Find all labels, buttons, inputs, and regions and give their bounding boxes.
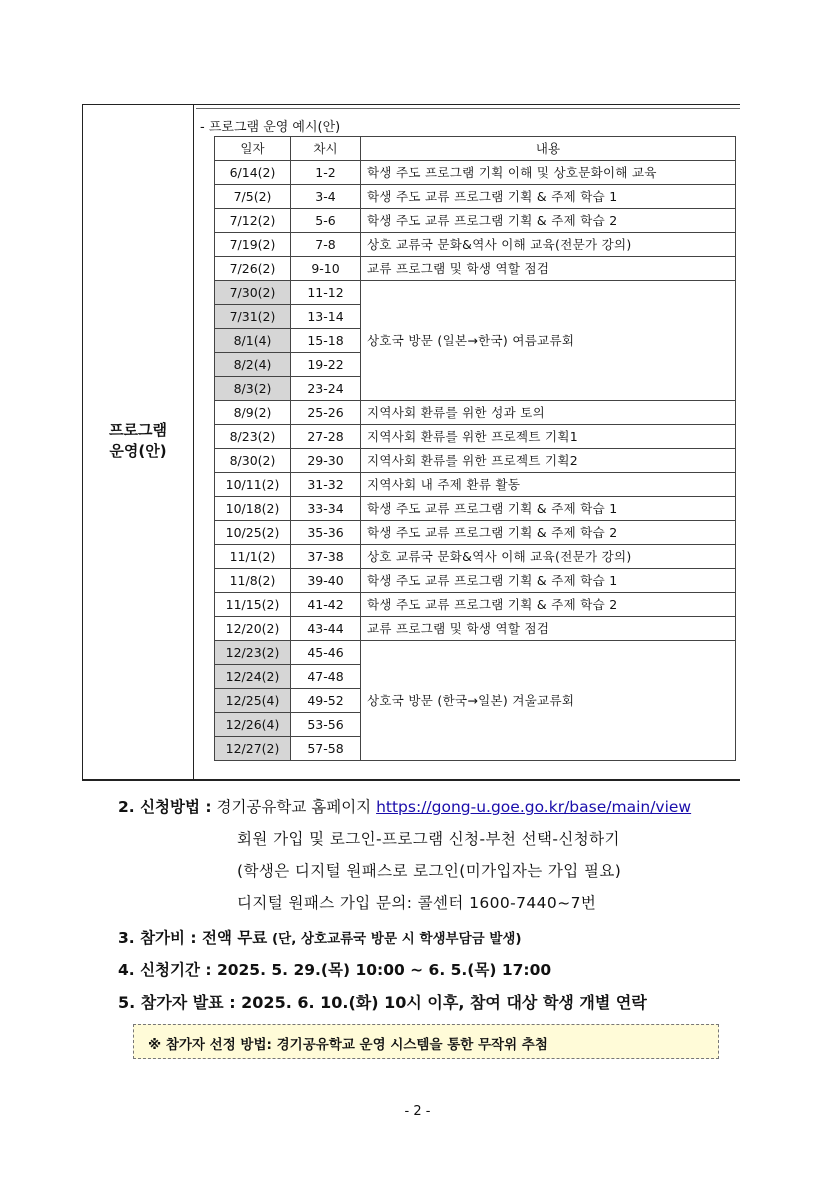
row-date: 11/1(2)	[215, 545, 291, 569]
row-session: 3-4	[291, 185, 361, 209]
row-session: 33-34	[291, 497, 361, 521]
row-date: 12/25(4)	[215, 689, 291, 713]
fee-label: 3. 참가비 : 전액 무료	[118, 929, 268, 947]
row-session: 5-6	[291, 209, 361, 233]
table-header-row	[215, 137, 736, 161]
row-date: 12/23(2)	[215, 641, 291, 665]
row-date: 11/15(2)	[215, 593, 291, 617]
bottom-border	[82, 779, 740, 781]
header-content: 내용	[361, 137, 736, 161]
row-content: 학생 주도 교류 프로그램 기획 & 주제 학습 1	[361, 497, 736, 521]
table-row	[215, 233, 736, 257]
row-session: 27-28	[291, 425, 361, 449]
header-session: 차시	[291, 137, 361, 161]
row-session: 47-48	[291, 665, 361, 689]
row-content: 학생 주도 교류 프로그램 기획 & 주제 학습 2	[361, 521, 736, 545]
row-date: 7/5(2)	[215, 185, 291, 209]
fee-note: (단, 상호교류국 방문 시 학생부담금 발생)	[267, 931, 522, 947]
fee	[118, 926, 522, 948]
row-date: 8/2(4)	[215, 353, 291, 377]
table-row	[215, 257, 736, 281]
row-session: 45-46	[291, 641, 361, 665]
table-row	[215, 617, 736, 641]
row-content: 학생 주도 프로그램 기획 이해 및 상호문화이해 교육	[361, 161, 736, 185]
row-session: 37-38	[291, 545, 361, 569]
table-row	[215, 545, 736, 569]
row-session: 1-2	[291, 161, 361, 185]
row-session: 25-26	[291, 401, 361, 425]
header-date: 일자	[215, 137, 291, 161]
row-date: 12/24(2)	[215, 665, 291, 689]
row-date: 8/1(4)	[215, 329, 291, 353]
row-content: 학생 주도 교류 프로그램 기획 & 주제 학습 1	[361, 185, 736, 209]
table-row	[215, 401, 736, 425]
row-content: 상호 교류국 문화&역사 이해 교육(전문가 강의)	[361, 233, 736, 257]
row-content: 지역사회 환류를 위한 프로젝트 기획2	[361, 449, 736, 473]
row-date: 7/31(2)	[215, 305, 291, 329]
page-number: - 2 -	[404, 1104, 431, 1119]
side-label-line1: 프로그램	[109, 421, 167, 439]
apply-line-3: (학생은 디지털 원패스로 로그인(미가입자는 가입 필요)	[237, 862, 622, 880]
row-content: 지역사회 환류를 위한 프로젝트 기획1	[361, 425, 736, 449]
row-session: 43-44	[291, 617, 361, 641]
row-date: 7/19(2)	[215, 233, 291, 257]
row-date: 8/30(2)	[215, 449, 291, 473]
announcement: 5. 참가자 발표 : 2025. 6. 10.(화) 10시 이후, 참여 대상 학생 개별 연락	[118, 993, 647, 1012]
row-date: 11/8(2)	[215, 569, 291, 593]
row-session: 31-32	[291, 473, 361, 497]
apply-line-4: 디지털 원패스 가입 문의: 콜센터 1600-7440~7번	[237, 894, 597, 912]
row-date: 10/11(2)	[215, 473, 291, 497]
apply-label: 2. 신청방법 :	[118, 798, 212, 816]
row-date: 7/30(2)	[215, 281, 291, 305]
apply-line-2: 회원 가입 및 로그인-프로그램 신청-부천 선택-신청하기	[237, 830, 620, 848]
table-row	[215, 161, 736, 185]
table-row	[215, 209, 736, 233]
row-session: 57-58	[291, 737, 361, 761]
row-date: 7/26(2)	[215, 257, 291, 281]
table-row	[215, 281, 736, 305]
side-divider	[193, 104, 194, 779]
row-date: 8/3(2)	[215, 377, 291, 401]
row-session: 35-36	[291, 521, 361, 545]
row-session: 53-56	[291, 713, 361, 737]
schedule-body	[215, 161, 736, 761]
row-date: 12/20(2)	[215, 617, 291, 641]
row-date: 10/18(2)	[215, 497, 291, 521]
table-row	[215, 185, 736, 209]
row-session: 11-12	[291, 281, 361, 305]
row-content: 교류 프로그램 및 학생 역할 점검	[361, 617, 736, 641]
row-session: 19-22	[291, 353, 361, 377]
row-date: 8/23(2)	[215, 425, 291, 449]
row-session: 41-42	[291, 593, 361, 617]
apply-intro: 경기공유학교 홈페이지	[211, 798, 377, 816]
row-content: 상호국 방문 (한국→일본) 겨울교류회	[361, 641, 736, 761]
row-session: 39-40	[291, 569, 361, 593]
row-session: 7-8	[291, 233, 361, 257]
example-title: - 프로그램 운영 예시(안)	[200, 120, 341, 135]
table-row	[215, 473, 736, 497]
table-row	[215, 497, 736, 521]
table-row	[215, 641, 736, 665]
row-date: 12/26(4)	[215, 713, 291, 737]
row-date: 10/25(2)	[215, 521, 291, 545]
row-date: 8/9(2)	[215, 401, 291, 425]
row-session: 29-30	[291, 449, 361, 473]
schedule-table	[214, 136, 736, 761]
row-content: 교류 프로그램 및 학생 역할 점검	[361, 257, 736, 281]
table-row	[215, 425, 736, 449]
apply-method	[118, 795, 691, 817]
side-label-line2: 운영(안)	[109, 442, 167, 460]
selection-note-text: ※ 참가자 선정 방법: 경기공유학교 운영 시스템을 통한 무작위 추첨	[148, 1037, 548, 1053]
row-session: 9-10	[291, 257, 361, 281]
table-row	[215, 569, 736, 593]
table-row	[215, 449, 736, 473]
row-date: 12/27(2)	[215, 737, 291, 761]
row-session: 23-24	[291, 377, 361, 401]
row-content: 지역사회 환류를 위한 성과 토의	[361, 401, 736, 425]
program-side-label	[83, 420, 193, 462]
application-period: 4. 신청기간 : 2025. 5. 29.(목) 10:00 ~ 6. 5.(목) 17:00	[118, 961, 552, 979]
selection-note-box	[133, 1024, 719, 1059]
row-session: 49-52	[291, 689, 361, 713]
row-content: 학생 주도 교류 프로그램 기획 & 주제 학습 1	[361, 569, 736, 593]
row-content: 상호국 방문 (일본→한국) 여름교류회	[361, 281, 736, 401]
row-content: 학생 주도 교류 프로그램 기획 & 주제 학습 2	[361, 593, 736, 617]
row-content: 상호 교류국 문화&역사 이해 교육(전문가 강의)	[361, 545, 736, 569]
row-content: 학생 주도 교류 프로그램 기획 & 주제 학습 2	[361, 209, 736, 233]
row-session: 15-18	[291, 329, 361, 353]
table-row	[215, 521, 736, 545]
row-date: 6/14(2)	[215, 161, 291, 185]
table-row	[215, 593, 736, 617]
homepage-link[interactable]: https://gong-u.goe.go.kr/base/main/view	[376, 798, 692, 816]
row-date: 7/12(2)	[215, 209, 291, 233]
row-session: 13-14	[291, 305, 361, 329]
row-content: 지역사회 내 주제 환류 활동	[361, 473, 736, 497]
